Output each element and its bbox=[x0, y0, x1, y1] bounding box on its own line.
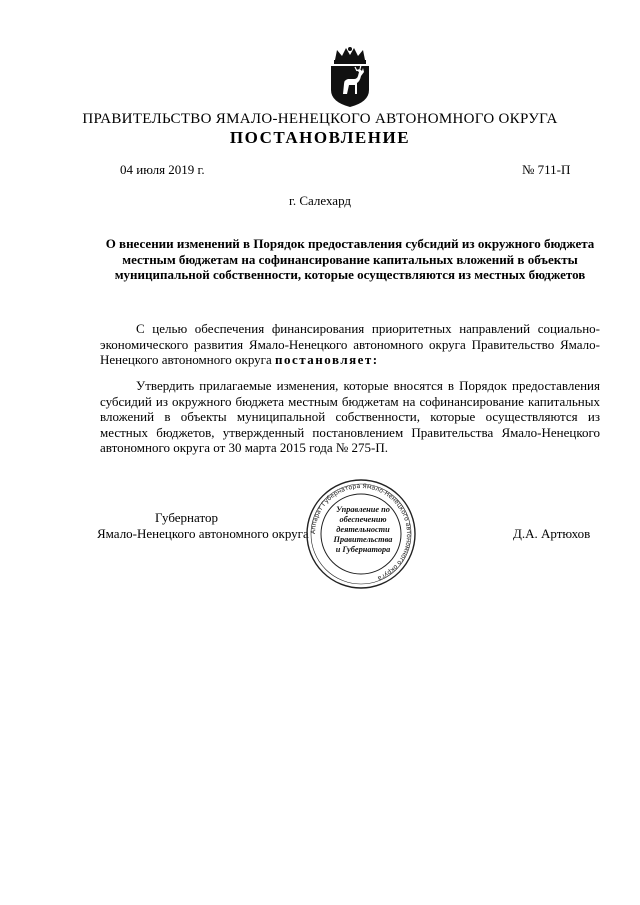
document-number: № 711-П bbox=[522, 162, 571, 177]
signer-name: Д.А. Артюхов bbox=[513, 526, 591, 541]
document-type: ПОСТАНОВЛЕНИЕ bbox=[229, 128, 411, 147]
paragraph-decision: Утвердить прилагаемые изменения, которые вносятся в Порядок предоставления субсидий из окружного бюджета местным бюджетам на софинансирование капитальных вложений в объекты муниципальной собственности, которые осуществляются из местных бюджетов, утвержденный постановлением Правительства Ямало-Ненецкого автономного округа от 30 марта 2015 года № 275-П. bbox=[100, 378, 600, 455]
decree-word: постановляет: bbox=[275, 352, 379, 367]
city: г. Салехард bbox=[288, 193, 352, 208]
document-subject: О внесении изменений в Порядок предоставления субсидий из окружного бюджета местным бюджетам на софинансирование капитальных вложений в объекты муниципальной собственности, которые осуществляются из местных бюджетов bbox=[105, 236, 595, 282]
stamp-center-text: Управление по обеспечению деятельности Правительства и Губернатора bbox=[333, 505, 393, 554]
signer-region: Ямало-Ненецкого автономного округа bbox=[97, 526, 309, 541]
coat-of-arms-icon bbox=[327, 46, 373, 108]
paragraph-preamble bbox=[100, 321, 600, 368]
stamp-ring-text: Аппарат Губернатора Ямало-Ненецкого автономного округа bbox=[309, 482, 413, 582]
document-date: 04 июля 2019 г. bbox=[120, 162, 205, 177]
signer-role: Губернатор bbox=[155, 510, 218, 525]
government-title: ПРАВИТЕЛЬСТВО ЯМАЛО-НЕНЕЦКОГО АВТОНОМНОГО ОКРУГА bbox=[82, 111, 558, 127]
preamble-text: С целью обеспечения финансирования приоритетных направлений социально-экономического развития Ямало-Ненецкого автономного округа Правительство Ямало-Ненецкого автономного округа bbox=[100, 321, 600, 367]
